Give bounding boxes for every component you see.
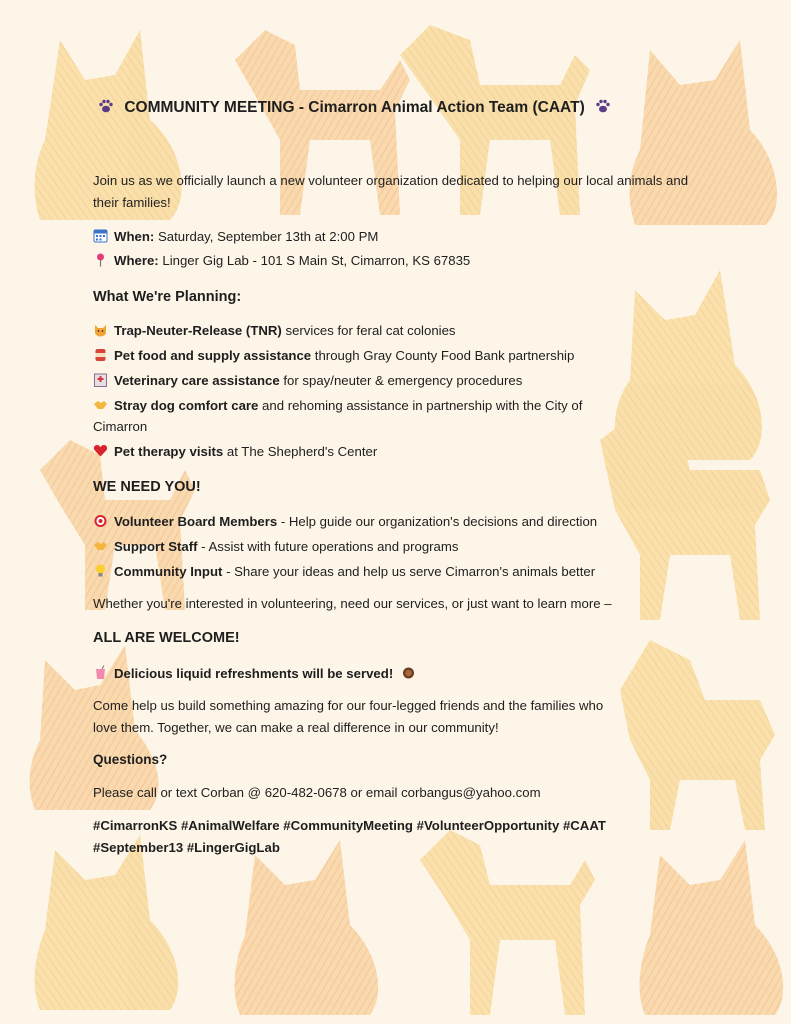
cat-silhouette bbox=[35, 835, 179, 1010]
cup-icon bbox=[93, 665, 108, 680]
list-item: Trap-Neuter-Release (TNR) services for feral cat colonies bbox=[93, 320, 693, 342]
title-text: COMMUNITY MEETING - Cimarron Animal Action Team (CAAT) bbox=[124, 99, 585, 116]
handshake-icon bbox=[93, 397, 108, 412]
list-item: Veterinary care assistance for spay/neuter & emergency procedures bbox=[93, 370, 693, 392]
lightbulb-icon bbox=[93, 563, 108, 578]
list-item-continuation: Cimarron bbox=[93, 419, 148, 434]
coffee-icon bbox=[401, 665, 416, 680]
planning-heading: What We're Planning: bbox=[93, 289, 242, 305]
hashtags-line-1: #CimarronKS #AnimalWelfare #CommunityMeeting #VolunteerOpportunity #CAAT bbox=[93, 818, 606, 833]
hashtags-line-2: #September13 #LingerGigLab bbox=[93, 840, 280, 855]
cat-face-icon bbox=[93, 322, 108, 337]
whether-text: Whether you're interested in volunteering, need our services, or just want to learn more – bbox=[93, 596, 612, 611]
hospital-icon bbox=[93, 372, 108, 387]
come-help-line-1: Come help us build something amazing for our four-legged friends and the families who bbox=[93, 698, 604, 713]
heart-icon bbox=[93, 443, 108, 458]
list-item: Support Staff - Assist with future operations and programs bbox=[93, 536, 693, 558]
questions-heading: Questions? bbox=[93, 752, 168, 767]
when-line: When: Saturday, September 13th at 2:00 PM bbox=[93, 226, 693, 248]
cat-silhouette bbox=[640, 840, 784, 1015]
list-item: Community Input - Share your ideas and help us serve Cimarron's animals better bbox=[93, 561, 693, 583]
contact-text: Please call or text Corban @ 620-482-0678 or email corbangus@yahoo.com bbox=[93, 785, 541, 800]
need-heading: WE NEED YOU! bbox=[93, 479, 201, 495]
list-item: Pet therapy visits at The Shepherd's Center bbox=[93, 441, 693, 463]
paw-icon bbox=[98, 98, 114, 114]
intro-text: Join us as we officially launch a new volunteer organization dedicated to helping our local animals and their families! bbox=[93, 173, 689, 210]
pin-icon bbox=[93, 252, 108, 267]
list-item: Pet food and supply assistance through Gray County Food Bank partnership bbox=[93, 345, 693, 367]
calendar-icon bbox=[93, 228, 108, 243]
refreshments-line: Delicious liquid refreshments will be served! bbox=[93, 663, 693, 685]
page-title bbox=[98, 98, 698, 117]
list-item: Volunteer Board Members - Help guide our organization's decisions and direction bbox=[93, 511, 693, 533]
come-help-line-2: love them. Together, we can make a real difference in our community! bbox=[93, 720, 499, 735]
handshake-icon bbox=[93, 538, 108, 553]
cat-silhouette bbox=[235, 840, 379, 1015]
paw-icon bbox=[595, 98, 611, 114]
target-icon bbox=[93, 513, 108, 528]
food-can-icon bbox=[93, 347, 108, 362]
list-item: Stray dog comfort care and rehoming assistance in partnership with the City of bbox=[93, 395, 693, 417]
welcome-heading: ALL ARE WELCOME! bbox=[93, 630, 240, 646]
where-line: Where: Linger Gig Lab - 101 S Main St, Cimarron, KS 67835 bbox=[93, 250, 693, 272]
